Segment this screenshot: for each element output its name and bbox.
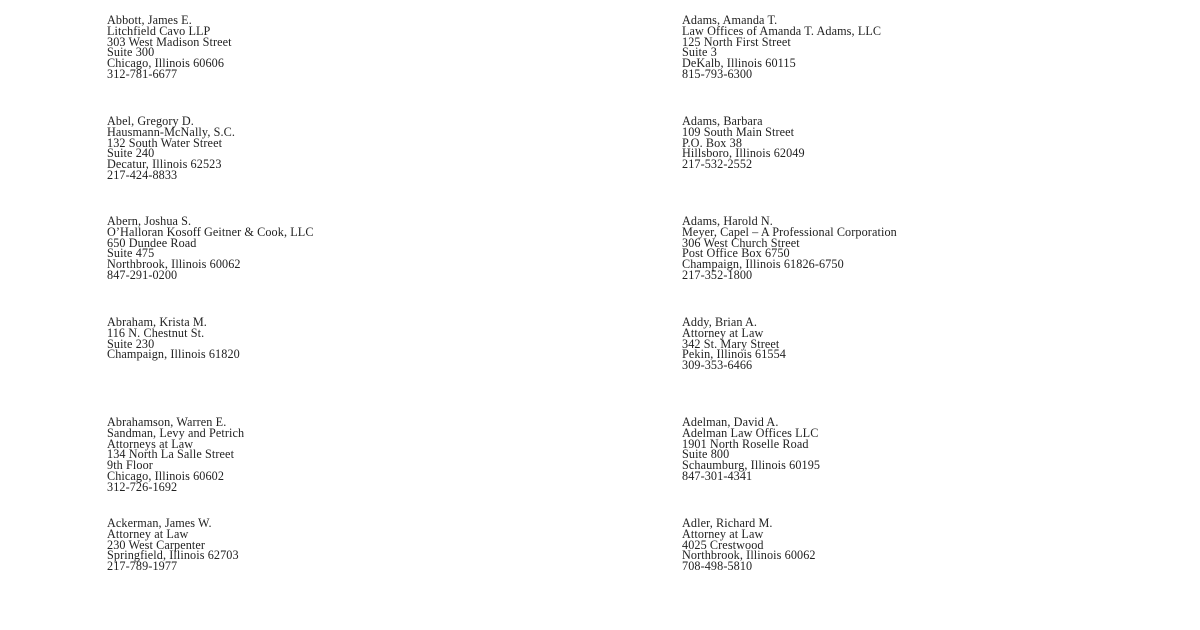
phone-number: 217-532-2552 — [682, 157, 753, 172]
city-state-zip: Chicago, Illinois 60602 — [107, 468, 225, 483]
firm-name: Attorney at Law — [682, 526, 764, 541]
street-address: 4025 Crestwood — [682, 537, 764, 552]
street-address: 303 West Madison Street — [107, 34, 232, 49]
city-state-zip: Northbrook, Illinois 60062 — [107, 257, 241, 272]
street-address: 342 St. Mary Street — [682, 336, 780, 351]
attorney-name: Abel, Gregory D. — [107, 114, 194, 128]
city-state-zip: Hillsboro, Illinois 62049 — [682, 146, 805, 161]
city-state-zip: Chicago, Illinois 60606 — [107, 56, 225, 71]
street-address: 650 Dundee Road — [107, 235, 197, 250]
phone-number: 217-352-1800 — [682, 267, 753, 282]
attorney-name: Abraham, Krista M. — [107, 315, 207, 329]
suite: Suite 3 — [682, 45, 717, 60]
phone-number: 847-301-4341 — [682, 468, 753, 483]
directory-entry-abbott — [107, 15, 232, 80]
city-state-zip: Northbrook, Illinois 60062 — [682, 548, 816, 563]
street-address: 116 N. Chestnut St. — [107, 325, 205, 340]
directory-entry-adelman — [682, 417, 820, 482]
street-address: 134 North La Salle Street — [107, 447, 235, 462]
firm-name: Adelman Law Offices LLC — [682, 425, 819, 440]
attorney-name: Adelman, David A. — [682, 415, 779, 429]
firm-name: Law Offices of Amanda T. Adams, LLC — [682, 23, 882, 38]
street-address: 109 South Main Street — [682, 124, 795, 139]
suite: Suite 300 — [107, 45, 155, 60]
directory-entry-abraham — [107, 317, 240, 360]
attorney-name: Adams, Amanda T. — [682, 13, 778, 27]
directory-entry-addy — [682, 317, 786, 371]
city-state-zip: Springfield, Illinois 62703 — [107, 548, 239, 563]
firm-name: Meyer, Capel – A Professional Corporation — [682, 224, 897, 239]
attorney-name: Adler, Richard M. — [682, 516, 773, 530]
city-state-zip: Schaumburg, Illinois 60195 — [682, 458, 821, 473]
attorney-name: Abrahamson, Warren E. — [107, 415, 227, 429]
directory-entry-abrahamson — [107, 417, 244, 493]
directory-entry-abern — [107, 216, 314, 281]
suite: Suite 240 — [107, 146, 155, 161]
suite: Suite 800 — [682, 447, 730, 462]
firm-name: Sandman, Levy and Petrich — [107, 425, 245, 440]
phone-number: 217-424-8833 — [107, 167, 178, 182]
phone-number: 312-726-1692 — [107, 479, 178, 494]
directory-entry-abel — [107, 116, 235, 181]
suite: Suite 230 — [107, 336, 155, 351]
street-address: 230 West Carpenter — [107, 537, 206, 552]
attorney-name: Ackerman, James W. — [107, 516, 212, 530]
phone-number: 312-781-6677 — [107, 66, 178, 81]
attorney-name: Adams, Barbara — [682, 114, 763, 128]
street-address: 132 South Water Street — [107, 135, 223, 150]
phone-number: 708-498-5810 — [682, 559, 753, 574]
attorney-name: Addy, Brian A. — [682, 315, 758, 329]
city-state-zip: DeKalb, Illinois 60115 — [682, 56, 796, 71]
directory-entry-adams-amanda — [682, 15, 881, 80]
city-state-zip: Champaign, Illinois 61820 — [107, 347, 240, 362]
city-state-zip: Pekin, Illinois 61554 — [682, 347, 787, 362]
attorney-name: Adams, Harold N. — [682, 214, 773, 228]
po-box: Post Office Box 6750 — [682, 246, 790, 261]
city-state-zip: Champaign, Illinois 61826-6750 — [682, 257, 844, 272]
firm-name: Attorney at Law — [107, 526, 189, 541]
po-box: P.O. Box 38 — [682, 135, 743, 150]
city-state-zip: Decatur, Illinois 62523 — [107, 157, 222, 172]
floor: 9th Floor — [107, 458, 153, 473]
firm-subtitle: Attorneys at Law — [107, 436, 194, 451]
street-address: 125 North First Street — [682, 34, 791, 49]
directory-entry-adler — [682, 518, 816, 572]
street-address: 1901 North Roselle Road — [682, 436, 809, 451]
firm-name: Attorney at Law — [682, 325, 764, 340]
directory-entry-ackerman — [107, 518, 239, 572]
phone-number: 847-291-0200 — [107, 267, 178, 282]
phone-number: 309-353-6466 — [682, 358, 753, 373]
attorney-name: Abern, Joshua S. — [107, 214, 192, 228]
firm-name: Hausmann-McNally, S.C. — [107, 124, 236, 139]
attorney-name: Abbott, James E. — [107, 13, 192, 27]
firm-name: O’Halloran Kosoff Geitner & Cook, LLC — [107, 224, 314, 239]
directory-entry-adams-barbara — [682, 116, 805, 170]
suite: Suite 475 — [107, 246, 155, 261]
phone-number: 815-793-6300 — [682, 66, 753, 81]
street-address: 306 West Church Street — [682, 235, 800, 250]
directory-entry-adams-harold — [682, 216, 897, 281]
firm-name: Litchfield Cavo LLP — [107, 23, 211, 38]
phone-number: 217-789-1977 — [107, 559, 178, 574]
